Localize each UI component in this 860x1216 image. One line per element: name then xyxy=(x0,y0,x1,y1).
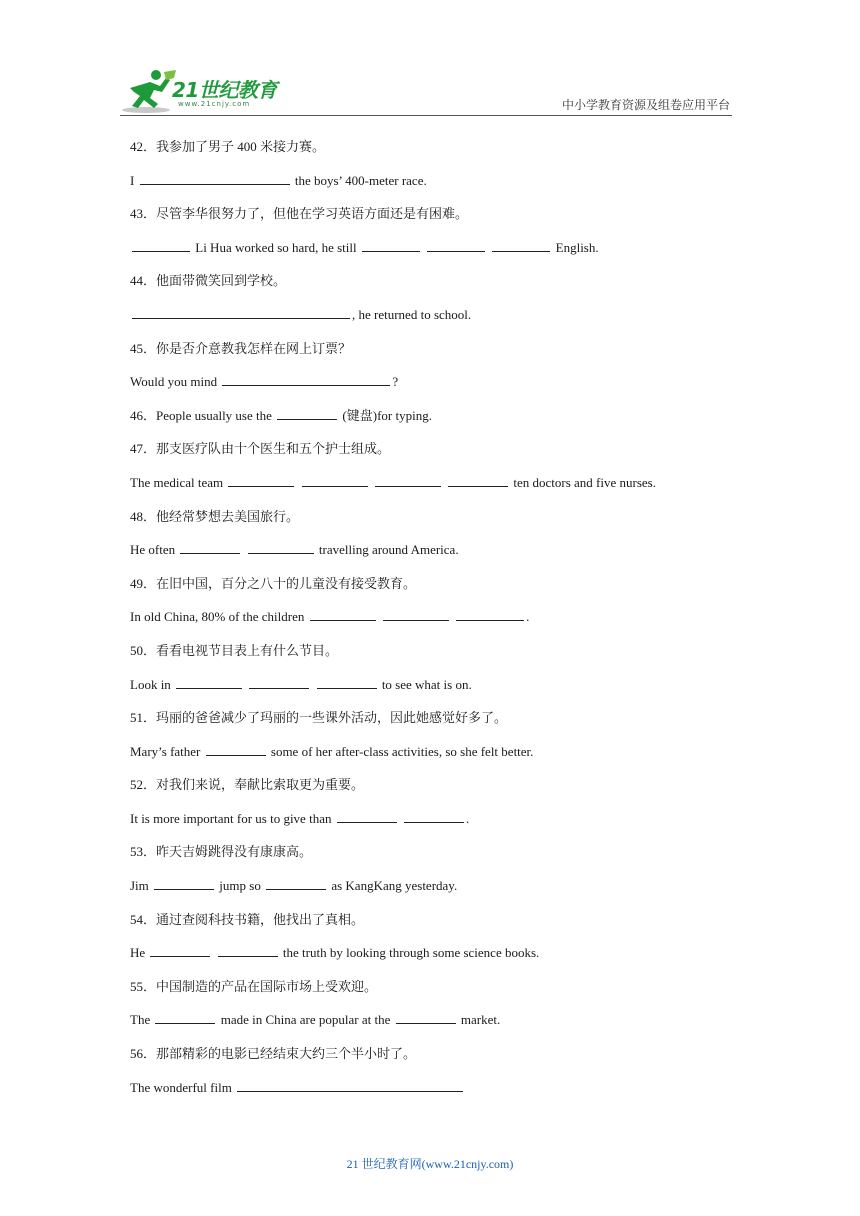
answer-blank[interactable] xyxy=(404,808,464,823)
answer-blank[interactable] xyxy=(492,237,550,252)
answer-text: (键盘)for typing. xyxy=(339,407,432,423)
answer-blank[interactable] xyxy=(249,674,309,689)
answer-text: ten doctors and five nurses. xyxy=(510,474,656,490)
answer-text: The medical team xyxy=(130,474,227,490)
answer-blank[interactable] xyxy=(180,539,240,554)
answer-blank[interactable] xyxy=(383,606,449,621)
answer-blank[interactable] xyxy=(266,875,326,890)
answer-text: I xyxy=(130,172,138,188)
answer-text: jump so xyxy=(216,878,265,894)
answer-text: English. xyxy=(552,239,599,255)
answer-line xyxy=(130,941,740,975)
answer-blank[interactable] xyxy=(375,472,441,487)
answer-text: Jim xyxy=(130,878,153,894)
question-prompt: 50．看看电视节目表上有什么节目。 xyxy=(130,642,339,658)
answer-line xyxy=(130,740,740,774)
answer-blank[interactable] xyxy=(228,472,294,487)
question-prompt: 55．中国制造的产品在国际市场上受欢迎。 xyxy=(130,978,378,994)
answer-text: as KangKang yesterday. xyxy=(328,878,458,894)
answer-text: 46．People usually use the xyxy=(130,407,276,423)
answer-blank[interactable] xyxy=(176,674,242,689)
answer-text xyxy=(487,240,490,255)
exercise-content xyxy=(130,135,740,1109)
answer-blank[interactable] xyxy=(396,1009,456,1024)
answer-text: Li Hua worked so hard, he still xyxy=(192,239,360,255)
answer-text xyxy=(422,240,425,255)
question-prompt: 54．通过查阅科技书籍，他找出了真相。 xyxy=(130,911,365,927)
platform-tagline: 中小学教育资源及组卷应用平台 xyxy=(561,98,730,112)
answer-text: He xyxy=(130,945,149,961)
logo-text: 21世纪教育 xyxy=(172,78,277,102)
answer-text xyxy=(443,475,446,490)
answer-line xyxy=(130,169,740,203)
answer-blank[interactable] xyxy=(155,1009,215,1024)
answer-line xyxy=(130,404,740,438)
answer-blank[interactable] xyxy=(448,472,508,487)
question-prompt: 56．那部精彩的电影已经结束大约三个半小时了。 xyxy=(130,1046,417,1062)
answer-line xyxy=(130,1008,740,1042)
answer-text: It is more important for us to give than xyxy=(130,810,335,826)
answer-line xyxy=(130,471,740,505)
logo-url: www.21cnjy.com xyxy=(178,100,251,108)
answer-blank[interactable] xyxy=(317,674,377,689)
answer-text: The xyxy=(130,1012,154,1028)
answer-blank[interactable] xyxy=(150,942,210,957)
answer-line xyxy=(130,303,740,337)
answer-blank[interactable] xyxy=(310,606,376,621)
answer-text: He often xyxy=(130,542,179,558)
answer-line xyxy=(130,1076,740,1110)
answer-blank[interactable] xyxy=(362,237,420,252)
answer-text: , he returned to school. xyxy=(352,306,472,322)
answer-blank[interactable] xyxy=(218,942,278,957)
answer-text xyxy=(451,609,454,624)
answer-blank[interactable] xyxy=(206,741,266,756)
answer-text: made in China are popular at the xyxy=(217,1012,394,1028)
question-prompt: 52．对我们来说，奉献比索取更为重要。 xyxy=(130,777,365,793)
answer-text: The wonderful film xyxy=(130,1079,236,1095)
answer-blank[interactable] xyxy=(222,371,390,386)
answer-text: to see what is on. xyxy=(378,676,472,692)
answer-text xyxy=(370,475,373,490)
question-prompt: 53．昨天吉姆跳得没有康康高。 xyxy=(130,844,313,860)
answer-blank[interactable] xyxy=(456,606,524,621)
answer-blank[interactable] xyxy=(337,808,397,823)
question-prompt: 51．玛丽的爸爸减少了玛丽的一些课外活动，因此她感觉好多了。 xyxy=(130,710,508,726)
answer-blank[interactable] xyxy=(154,875,214,890)
site-logo xyxy=(120,68,290,116)
answer-blank[interactable] xyxy=(132,237,190,252)
answer-line xyxy=(130,236,740,270)
answer-line xyxy=(130,807,740,841)
answer-text xyxy=(311,677,314,692)
answer-text: travelling around America. xyxy=(315,542,459,558)
answer-line xyxy=(130,673,740,707)
answer-blank[interactable] xyxy=(277,405,337,420)
answer-blank[interactable] xyxy=(140,170,290,185)
answer-blank[interactable] xyxy=(427,237,485,252)
answer-text: Would you mind xyxy=(130,374,221,390)
question-prompt: 42．我参加了男子 400 米接力赛。 xyxy=(130,139,326,154)
answer-text xyxy=(244,677,247,692)
answer-text xyxy=(399,811,402,826)
answer-text: market. xyxy=(457,1012,501,1028)
answer-blank[interactable] xyxy=(248,539,314,554)
answer-line xyxy=(130,538,740,572)
answer-blank[interactable] xyxy=(132,304,350,319)
answer-text xyxy=(242,542,245,557)
answer-line xyxy=(130,370,740,404)
question-prompt: 44．他面带微笑回到学校。 xyxy=(130,273,287,289)
answer-text xyxy=(378,609,381,624)
question-prompt: 47．那支医疗队由十个医生和五个护士组成。 xyxy=(130,441,391,457)
answer-line xyxy=(130,605,740,639)
question-prompt: 49．在旧中国，百分之八十的儿童没有接受教育。 xyxy=(130,575,417,591)
page-footer: 21 世纪教育网(www.21cnjy.com) xyxy=(346,1157,514,1171)
answer-text: some of her after-class activities, so she felt better. xyxy=(267,743,534,759)
answer-line xyxy=(130,874,740,908)
answer-text xyxy=(296,475,299,490)
answer-text xyxy=(212,945,215,960)
answer-blank[interactable] xyxy=(302,472,368,487)
runner-logo-icon xyxy=(120,68,178,116)
answer-text: ? xyxy=(392,374,399,390)
answer-text: . xyxy=(526,609,530,625)
answer-blank[interactable] xyxy=(237,1077,463,1092)
page-header xyxy=(0,0,860,120)
answer-text: Look in xyxy=(130,676,175,692)
answer-text: Mary’s father xyxy=(130,743,204,759)
answer-text: In old China, 80% of the children xyxy=(130,609,308,625)
answer-text: the boys’ 400-meter race. xyxy=(291,172,427,188)
answer-text: the truth by looking through some science books. xyxy=(279,945,540,961)
question-prompt: 45．你是否介意教我怎样在网上订票？ xyxy=(130,340,352,356)
question-prompt: 48．他经常梦想去美国旅行。 xyxy=(130,508,300,524)
header-divider xyxy=(120,115,732,116)
answer-text: . xyxy=(465,810,470,826)
question-prompt: 43．尽管李华很努力了，但他在学习英语方面还是有困难。 xyxy=(130,206,469,222)
